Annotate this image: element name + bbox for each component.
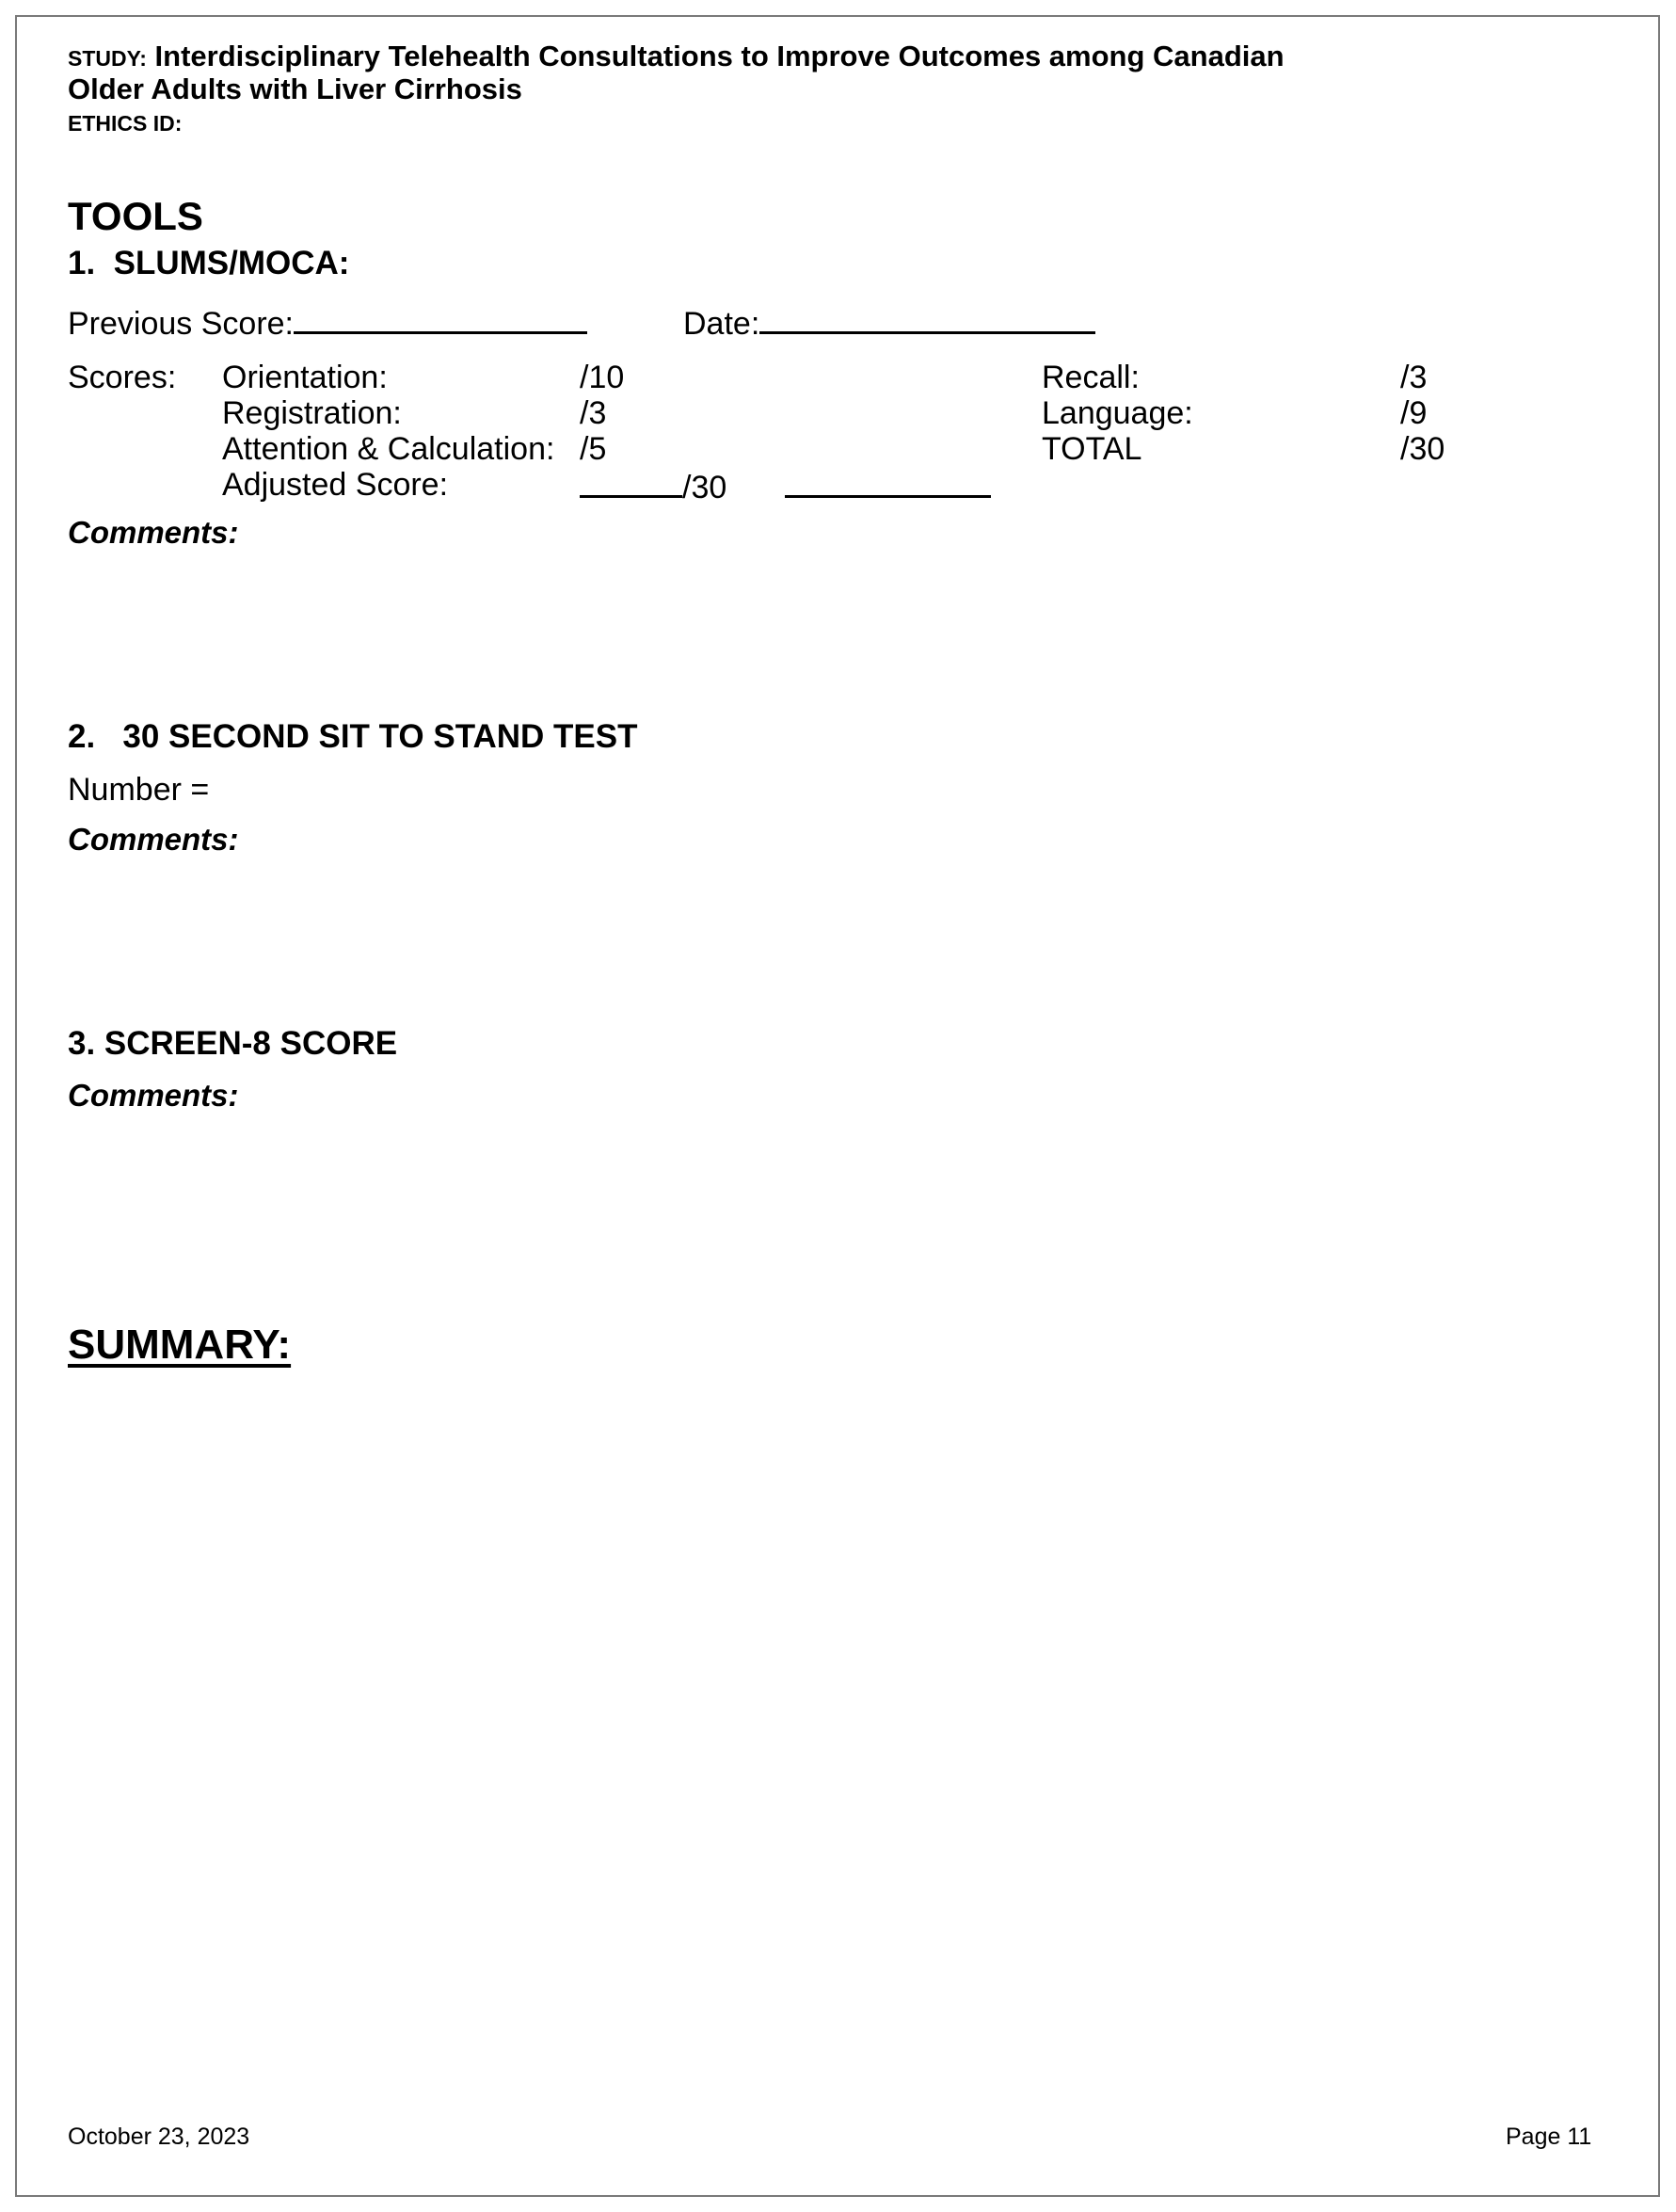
- orientation-max: /10: [580, 360, 625, 395]
- footer-date: October 23, 2023: [68, 2124, 250, 2150]
- section1-title: SLUMS/MOCA:: [113, 245, 350, 281]
- number-label: Number =: [68, 772, 210, 808]
- previous-score-label: Previous Score:: [68, 306, 294, 342]
- recall-label: Recall:: [1042, 360, 1140, 395]
- language-label: Language:: [1042, 395, 1193, 431]
- study-title-line2: Older Adults with Liver Cirrhosis: [68, 72, 522, 105]
- previous-score-field[interactable]: [294, 303, 587, 334]
- registration-max: /3: [580, 395, 607, 431]
- adjusted-score-label: Adjusted Score:: [222, 467, 449, 503]
- section2-comments-label: Comments:: [68, 822, 239, 857]
- study-title-line1: Interdisciplinary Telehealth Consultations to Improve Outcomes among Canadian: [154, 40, 1285, 72]
- ethics-id-label: ETHICS ID:: [68, 111, 183, 136]
- date-field[interactable]: [759, 303, 1095, 334]
- adjusted-score-field[interactable]: [580, 467, 682, 498]
- total-label: TOTAL: [1042, 431, 1142, 467]
- total-max: /30: [1400, 431, 1445, 467]
- recall-max: /3: [1400, 360, 1428, 395]
- adjusted-extra-row: [785, 467, 991, 503]
- registration-label: Registration:: [222, 395, 402, 431]
- date-label: Date:: [683, 306, 760, 342]
- attention-calculation-label: Attention & Calculation:: [222, 431, 555, 467]
- study-line-1: [68, 40, 1285, 75]
- section3-comments-label: Comments:: [68, 1078, 239, 1113]
- language-max: /9: [1400, 395, 1428, 431]
- orientation-label: Orientation:: [222, 360, 388, 395]
- date-row: [683, 303, 1095, 343]
- section1-number: 1.: [68, 245, 96, 281]
- footer-page-number: Page 11: [1506, 2124, 1592, 2150]
- section2-heading: 2. 30 SECOND SIT TO STAND TEST: [68, 718, 638, 755]
- summary-heading: SUMMARY:: [68, 1322, 292, 1368]
- adjusted-score-max: /30: [682, 470, 727, 505]
- section1-heading: [68, 245, 349, 282]
- study-label: STUDY:: [68, 46, 147, 71]
- scores-label: Scores:: [68, 360, 177, 395]
- section1-comments-label: Comments:: [68, 515, 239, 550]
- attention-calculation-max: /5: [580, 431, 607, 467]
- tools-heading: TOOLS: [68, 194, 203, 238]
- adjusted-score-row: [580, 467, 726, 506]
- previous-score-row: [68, 303, 587, 343]
- section3-heading: 3. SCREEN-8 SCORE: [68, 1025, 398, 1062]
- adjusted-extra-field[interactable]: [785, 467, 991, 498]
